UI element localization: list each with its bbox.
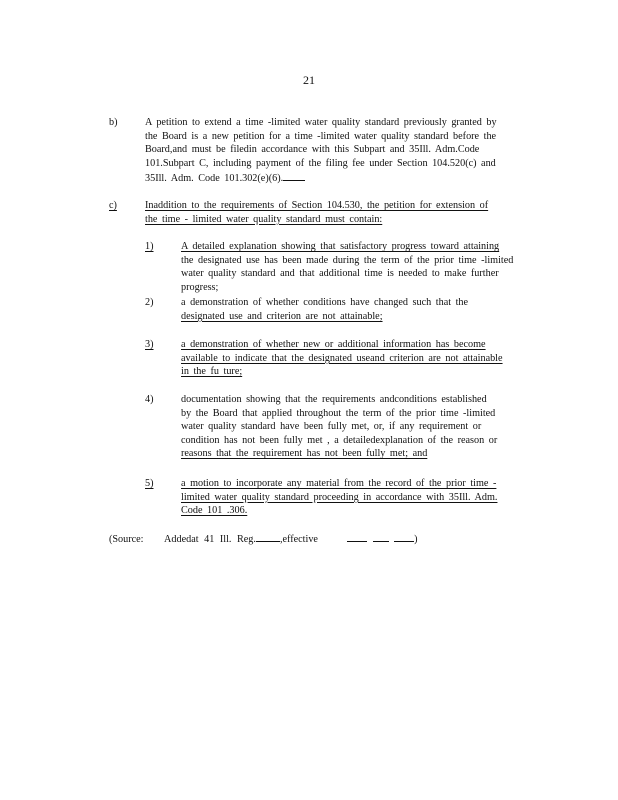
subitem-4-paragraph [181, 393, 531, 461]
item-c-paragraph [145, 199, 531, 226]
subitem-line: reasons that the requirement has not been fully met; and [181, 448, 428, 460]
item-b-paragraph [145, 116, 531, 186]
subitem-line: designated use and criterion are not attainable; [181, 310, 383, 322]
source-note [109, 531, 418, 547]
subitem-line: a demonstration of whether new or additional information has become [181, 339, 486, 350]
subitem-line: condition has not been fully met , a detailedexplanation of the reason or [181, 434, 498, 446]
subitem-5-label: 5) [145, 478, 154, 489]
source-text: Addedat 41 Ill. Reg. [164, 534, 256, 545]
source-prefix: (Source: [109, 534, 144, 545]
subitem-line: A detailed explanation showing that satisfactory progress toward attaining [181, 241, 500, 252]
subitem-3-label: 3) [145, 339, 154, 350]
subitem-line: by the Board that applied throughout the term of the prior time -limited [181, 407, 496, 419]
underline-blank [283, 170, 305, 181]
date-blank-month [347, 531, 367, 542]
source-effective: ,effective [279, 534, 318, 545]
subitem-2-label: 2) [145, 297, 154, 308]
item-b-line: 101.Subpart C, including payment of the filing fee under Section 104.520(c) and [145, 157, 496, 169]
item-b-line: the Board is a new petition for a time -limited water quality standard before the [145, 130, 497, 142]
subitem-4-label: 4) [145, 394, 154, 405]
item-c-line: Inaddition to the requirements of Section 104.530, the petition for extension of [145, 200, 489, 211]
item-b-line: Board,and must be filedin accordance with this Subpart and 35Ill. Adm.Code [145, 144, 480, 156]
subitem-line: a demonstration of whether conditions have changed such that the [181, 297, 469, 308]
item-b-label: b) [109, 117, 118, 128]
subitem-line: limited water quality standard proceeding in accordance with 35Ill. Adm. [181, 491, 498, 503]
subitem-2-paragraph [181, 296, 531, 323]
subitem-line: available to indicate that the designated useand criterion are not attainable [181, 352, 503, 364]
item-c-label: c) [109, 200, 117, 211]
page-number: 21 [303, 73, 315, 87]
subitem-line: a motion to incorporate any material from the record of the prior time - [181, 478, 497, 489]
item-b-line: A petition to extend a time -limited water quality standard previously granted by [145, 117, 497, 128]
subitem-line: documentation showing that the requirements andconditions established [181, 394, 487, 405]
date-blank-year [394, 531, 414, 542]
subitem-3-paragraph [181, 338, 531, 379]
item-b-line: 35Ill. Adm. Code 101.302(e)(6). [145, 170, 531, 186]
register-page-blank [256, 531, 280, 542]
date-blank-day [373, 531, 389, 542]
item-c-line: the time - limited water quality standard must contain: [145, 213, 383, 225]
subitem-line: progress; [181, 281, 219, 293]
subitem-line: Code 101 .306. [181, 505, 248, 517]
subitem-line: the designated use has been made during the term of the prior time -limited [181, 254, 514, 266]
subitem-line: water quality standard have been fully met, or, if any requirement or [181, 421, 482, 433]
subitem-1-paragraph [181, 240, 531, 294]
subitem-1-label: 1) [145, 241, 154, 252]
subitem-line: in the fu ture; [181, 366, 243, 378]
source-close: ) [414, 534, 418, 545]
subitem-line: water quality standard and that additional time is needed to make further [181, 268, 499, 280]
subitem-5-paragraph [181, 477, 531, 518]
